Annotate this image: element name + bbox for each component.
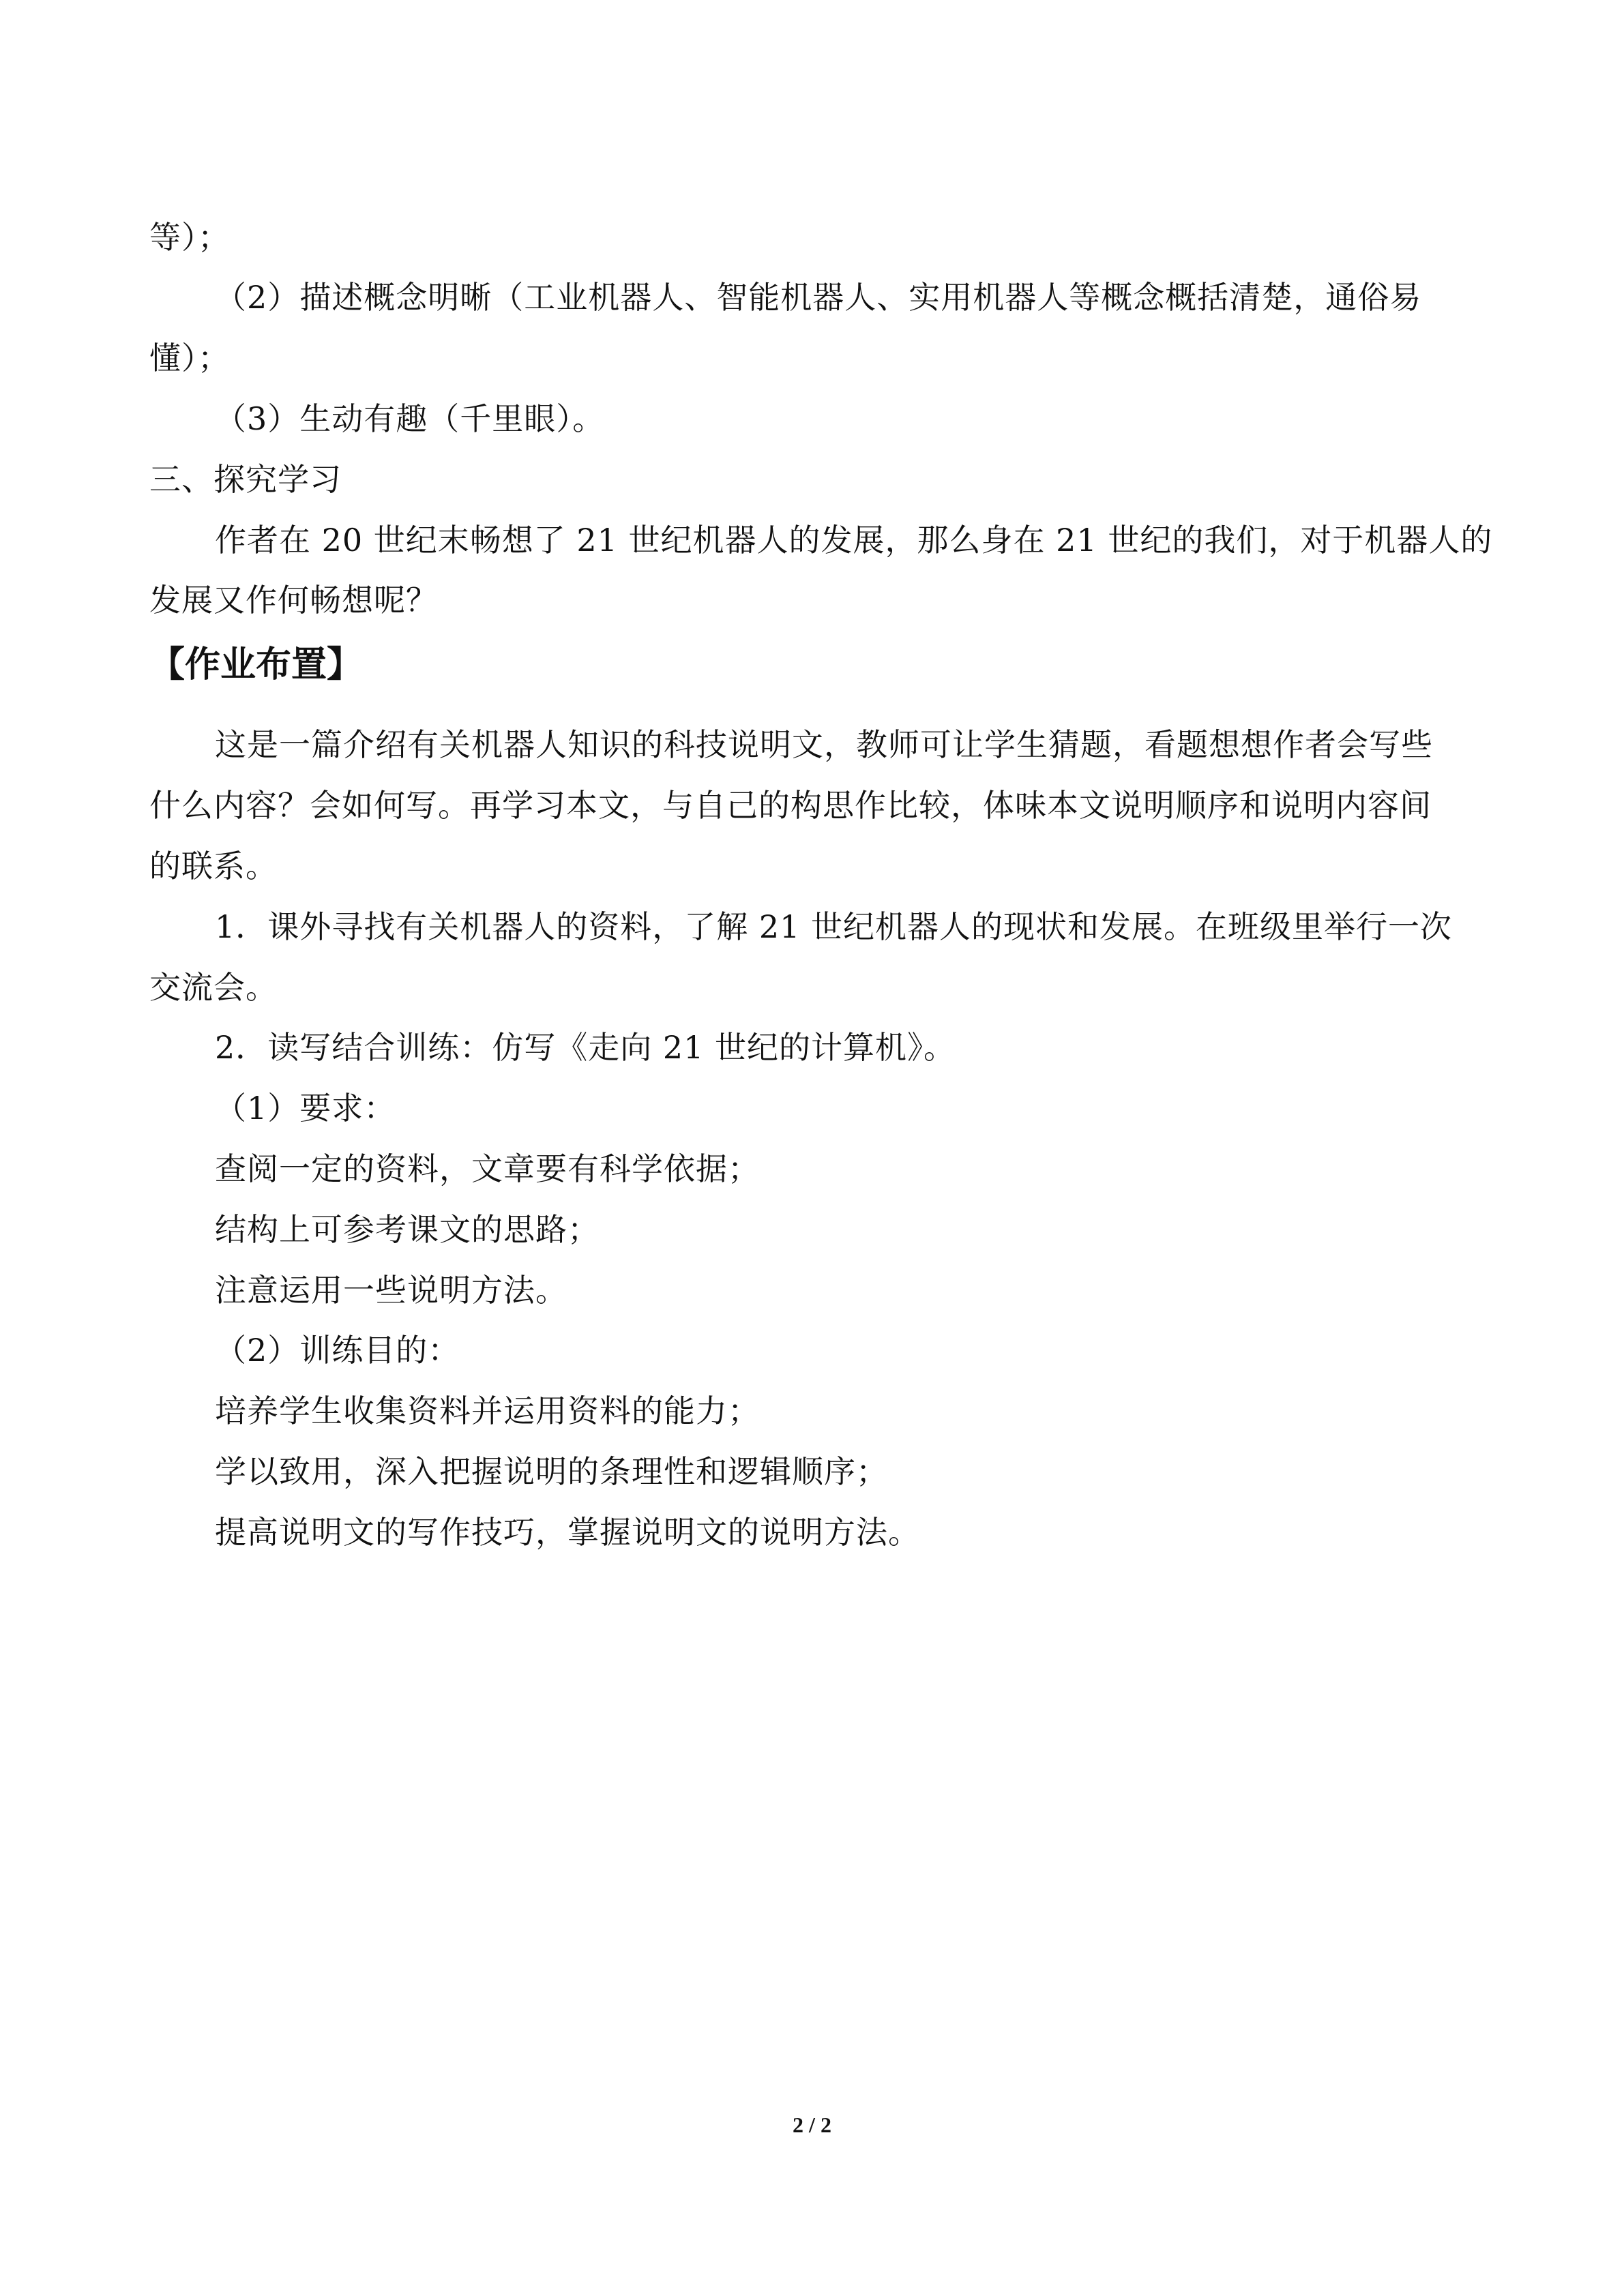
page-number: 2 / 2 (793, 2113, 831, 2137)
paragraph-line: 的联系。 (149, 848, 278, 884)
paragraph-line: （2）训练目的： (215, 1332, 460, 1369)
paragraph-line: 懂）； (149, 340, 230, 376)
paragraph-line: （3）生动有趣（千里眼）。 (215, 400, 605, 437)
paragraph-line: 提高说明文的写作技巧，掌握说明文的说明方法。 (215, 1514, 920, 1551)
paragraph-line: 注意运用一些说明方法。 (215, 1272, 567, 1309)
paragraph-line: 什么内容？会如何写。再学习本文，与自己的构思作比较，体味本文说明顺序和说明内容间 (149, 787, 1432, 824)
paragraph-line: 学以致用，深入把握说明的条理性和逻辑顺序； (215, 1453, 888, 1490)
paragraph-line: 作者在 20 世纪末畅想了 21 世纪机器人的发展，那么身在 21 世纪的我们，对于机器人的 (215, 522, 1493, 558)
paragraph-line: 培养学生收集资料并运用资料的能力； (215, 1392, 760, 1429)
paragraph-line: 这是一篇介绍有关机器人知识的科技说明文，教师可让学生猜题，看题想想作者会写些 (215, 726, 1433, 763)
paragraph-line: 交流会。 (149, 969, 278, 1006)
paragraph-line: 等）； (149, 219, 230, 256)
paragraph-line: 结构上可参考课文的思路； (215, 1211, 600, 1248)
section-heading: 【作业布置】 (149, 644, 363, 685)
paragraph-line: 发展又作何畅想呢？ (149, 582, 438, 618)
section-subheading: 三、探究学习 (149, 461, 342, 498)
paragraph-line: 2．读写结合训练：仿写《走向 21 世纪的计算机》。 (215, 1029, 956, 1066)
paragraph-line: 1．课外寻找有关机器人的资料，了解 21 世纪机器人的现状和发展。在班级里举行一次 (215, 908, 1453, 945)
paragraph-line: （1）要求： (215, 1090, 396, 1127)
paragraph-line: （2）描述概念明晰（工业机器人、智能机器人、实用机器人等概念概括清楚，通俗易 (215, 279, 1422, 316)
paragraph-line: 查阅一定的资料，文章要有科学依据； (215, 1150, 760, 1187)
